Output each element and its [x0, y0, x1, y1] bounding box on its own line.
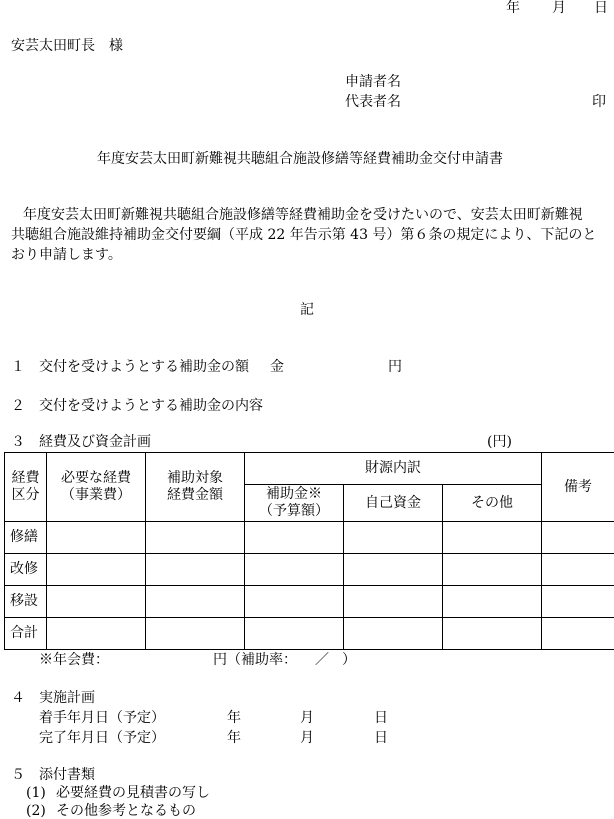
table-row [5, 586, 614, 618]
start-date-label: 着手年月日（予定） [39, 710, 165, 726]
date-day-label: 日 [594, 0, 608, 16]
cell[interactable] [443, 522, 542, 554]
body-line-1: 年度安芸太田町新難視共聴組合施設修繕等経費補助金を受けたいので、安芸太田町新難視 [23, 207, 583, 223]
annual-fee-label: ※年会費： [39, 652, 109, 668]
item3-label: 経費及び資金計画 [39, 434, 151, 450]
header-required-line2: （事業費） [47, 487, 145, 504]
date-month-label: 月 [552, 0, 566, 16]
cell[interactable] [542, 618, 614, 650]
cell[interactable] [146, 554, 245, 586]
row-label-relocation: 移設 [5, 586, 47, 618]
cell[interactable] [245, 522, 344, 554]
attachment-1: 必要経費の見積書の写し [56, 785, 210, 801]
cell[interactable] [47, 522, 146, 554]
header-category [5, 453, 47, 522]
start-day: 日 [374, 710, 388, 726]
header-target-line1: 補助対象 [146, 470, 244, 487]
item1-label: 交付を受けようとする補助金の額 [39, 359, 249, 375]
cell[interactable] [245, 554, 344, 586]
cell[interactable] [542, 522, 614, 554]
addressee: 安芸太田町長 様 [11, 38, 123, 54]
attachment-2: その他参考となるもの [56, 803, 196, 819]
header-funding-source: 財源内訳 [245, 453, 542, 485]
item4-label: 実施計画 [39, 690, 95, 706]
budget-table [4, 452, 614, 650]
attachment-1-number: (1) [26, 785, 46, 801]
item5-number: ５ [11, 767, 25, 783]
item2-label: 交付を受けようとする補助金の内容 [39, 398, 263, 414]
document-title: 年度安芸太田町新難視共聴組合施設修繕等経費補助金交付申請書 [97, 151, 503, 167]
cell[interactable] [245, 618, 344, 650]
item3-unit: (円) [487, 434, 512, 450]
applicant-label: 申請者名 [345, 74, 401, 90]
row-label-renovation: 改修 [5, 554, 47, 586]
cell[interactable] [47, 586, 146, 618]
cell[interactable] [443, 586, 542, 618]
cell[interactable] [443, 554, 542, 586]
item1-yen: 円 [388, 359, 402, 375]
cell[interactable] [344, 618, 443, 650]
cell[interactable] [344, 586, 443, 618]
end-month: 月 [300, 730, 314, 746]
body-line-3: おり申請します。 [11, 247, 122, 263]
header-required-cost [47, 453, 146, 522]
end-day: 日 [374, 730, 388, 746]
start-year: 年 [227, 710, 241, 726]
cell[interactable] [443, 618, 542, 650]
cell[interactable] [542, 586, 614, 618]
annual-fee-yen: 円（補助率： [213, 652, 297, 668]
header-remarks: 備考 [542, 453, 614, 522]
item3-number: ３ [11, 434, 25, 450]
cell[interactable] [344, 522, 443, 554]
item5-label: 添付書類 [39, 767, 95, 783]
body-line-2: 共聴組合施設維持補助金交付要綱（平成 22 年告示第 43 号）第６条の規定により、下記のと [11, 227, 596, 243]
header-subsidy-line1: 補助金※ [245, 486, 343, 503]
ki-heading: 記 [300, 302, 314, 318]
attachment-2-number: (2) [26, 803, 46, 819]
start-month: 月 [300, 710, 314, 726]
cell[interactable] [344, 554, 443, 586]
cell[interactable] [146, 586, 245, 618]
end-date-label: 完了年月日（予定） [39, 730, 165, 746]
end-year: 年 [227, 730, 241, 746]
cell[interactable] [47, 554, 146, 586]
date-year-label: 年 [506, 0, 520, 16]
item4-number: ４ [11, 690, 25, 706]
table-row [5, 618, 614, 650]
cell[interactable] [47, 618, 146, 650]
subsidy-rate-slash: ／ [315, 652, 329, 668]
seal-mark: 印 [592, 94, 606, 110]
item1-kin: 金 [270, 359, 284, 375]
cell[interactable] [245, 586, 344, 618]
header-required-line1: 必要な経費 [47, 470, 145, 487]
cell[interactable] [542, 554, 614, 586]
row-label-total: 合計 [5, 618, 47, 650]
header-subsidy-line2: （予算額） [245, 503, 343, 520]
item1-number: １ [11, 359, 25, 375]
header-other: その他 [443, 485, 542, 522]
cell[interactable] [146, 618, 245, 650]
table-row [5, 522, 614, 554]
item2-number: ２ [11, 398, 25, 414]
header-category-line1: 経費 [5, 470, 46, 487]
table-row [5, 554, 614, 586]
header-target-line2: 経費金額 [146, 487, 244, 504]
header-target-cost [146, 453, 245, 522]
header-own-funds: 自己資金 [344, 485, 443, 522]
row-label-repair: 修繕 [5, 522, 47, 554]
header-category-line2: 区分 [5, 487, 46, 504]
subsidy-rate-close: ） [342, 652, 356, 668]
header-subsidy [245, 485, 344, 522]
cell[interactable] [146, 522, 245, 554]
representative-label: 代表者名 [345, 94, 401, 110]
